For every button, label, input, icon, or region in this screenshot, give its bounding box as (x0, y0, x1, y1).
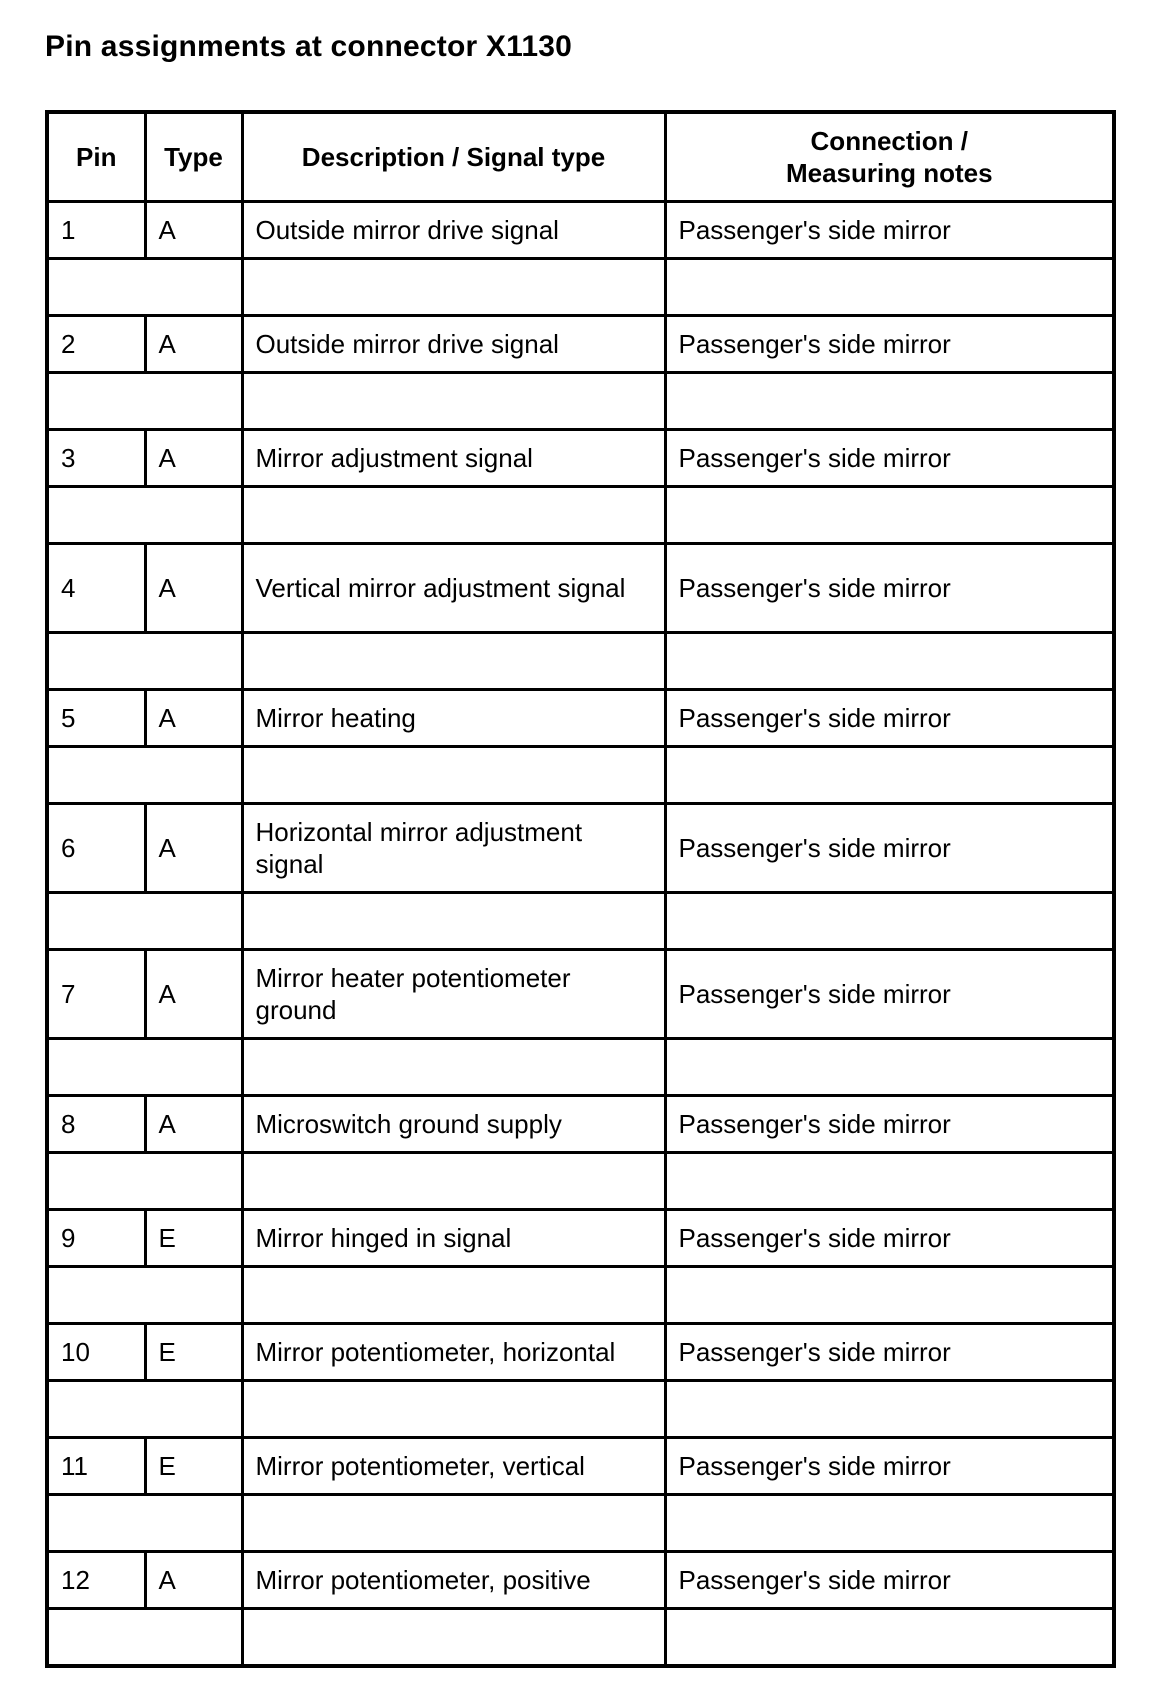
description-cell: Outside mirror drive signal (242, 316, 665, 373)
spacer-cell (47, 747, 242, 804)
description-cell: Mirror heater potentiometer ground (242, 950, 665, 1039)
spacer-row (47, 633, 1114, 690)
spacer-row (47, 1267, 1114, 1324)
spacer-cell (242, 487, 665, 544)
type-cell: E (145, 1324, 242, 1381)
connection-cell: Passenger's side mirror (665, 544, 1114, 633)
table-row (47, 202, 1114, 259)
spacer-row (47, 1381, 1114, 1438)
spacer-cell (47, 1495, 242, 1552)
pin-cell: 7 (47, 950, 145, 1039)
spacer-row (47, 259, 1114, 316)
spacer-cell (47, 487, 242, 544)
type-cell: A (145, 804, 242, 893)
pin-cell: 10 (47, 1324, 145, 1381)
pin-cell: 4 (47, 544, 145, 633)
pin-cell: 2 (47, 316, 145, 373)
table-header-row (47, 112, 1114, 202)
spacer-cell (242, 1609, 665, 1667)
type-cell: A (145, 1096, 242, 1153)
description-cell: Mirror hinged in signal (242, 1210, 665, 1267)
table-row (47, 1096, 1114, 1153)
spacer-cell (242, 1153, 665, 1210)
spacer-cell (47, 893, 242, 950)
header-description: Description / Signal type (242, 112, 665, 202)
pin-cell: 9 (47, 1210, 145, 1267)
connection-cell: Passenger's side mirror (665, 202, 1114, 259)
spacer-row (47, 1153, 1114, 1210)
type-cell: E (145, 1210, 242, 1267)
connection-cell: Passenger's side mirror (665, 804, 1114, 893)
spacer-cell (242, 1495, 665, 1552)
pin-cell: 5 (47, 690, 145, 747)
description-cell: Microswitch ground supply (242, 1096, 665, 1153)
spacer-cell (47, 633, 242, 690)
description-cell: Outside mirror drive signal (242, 202, 665, 259)
table-row (47, 804, 1114, 893)
connection-cell: Passenger's side mirror (665, 950, 1114, 1039)
spacer-cell (242, 1381, 665, 1438)
spacer-cell (47, 1039, 242, 1096)
description-cell: Mirror potentiometer, positive (242, 1552, 665, 1609)
table-row (47, 544, 1114, 633)
type-cell: A (145, 202, 242, 259)
header-pin: Pin (47, 112, 145, 202)
spacer-cell (47, 1153, 242, 1210)
spacer-row (47, 373, 1114, 430)
spacer-cell (665, 1495, 1114, 1552)
pin-cell: 6 (47, 804, 145, 893)
pin-assignment-table (45, 110, 1116, 1668)
spacer-cell (242, 373, 665, 430)
connection-cell: Passenger's side mirror (665, 1324, 1114, 1381)
table-row (47, 430, 1114, 487)
type-cell: E (145, 1438, 242, 1495)
spacer-row (47, 747, 1114, 804)
spacer-cell (665, 893, 1114, 950)
type-cell: A (145, 690, 242, 747)
spacer-row (47, 1495, 1114, 1552)
table-body (47, 202, 1114, 1667)
spacer-cell (665, 487, 1114, 544)
header-type: Type (145, 112, 242, 202)
spacer-row (47, 893, 1114, 950)
spacer-cell (665, 1267, 1114, 1324)
table-row (47, 316, 1114, 373)
type-cell: A (145, 950, 242, 1039)
spacer-cell (47, 1381, 242, 1438)
pin-cell: 12 (47, 1552, 145, 1609)
spacer-cell (665, 373, 1114, 430)
connection-cell: Passenger's side mirror (665, 430, 1114, 487)
spacer-cell (47, 1267, 242, 1324)
connection-cell: Passenger's side mirror (665, 1438, 1114, 1495)
spacer-cell (47, 1609, 242, 1667)
connection-cell: Passenger's side mirror (665, 1096, 1114, 1153)
type-cell: A (145, 430, 242, 487)
pin-cell: 11 (47, 1438, 145, 1495)
table-row (47, 1210, 1114, 1267)
description-cell: Horizontal mirror adjustment signal (242, 804, 665, 893)
table-row (47, 1438, 1114, 1495)
connection-cell: Passenger's side mirror (665, 690, 1114, 747)
table-row (47, 950, 1114, 1039)
spacer-cell (242, 747, 665, 804)
table-row (47, 690, 1114, 747)
page-title: Pin assignments at connector X1130 (45, 30, 572, 63)
connection-cell: Passenger's side mirror (665, 1552, 1114, 1609)
spacer-row (47, 1609, 1114, 1667)
spacer-cell (665, 1153, 1114, 1210)
type-cell: A (145, 316, 242, 373)
pin-cell: 8 (47, 1096, 145, 1153)
header-connection (665, 112, 1114, 202)
type-cell: A (145, 1552, 242, 1609)
description-cell: Mirror potentiometer, vertical (242, 1438, 665, 1495)
description-cell: Mirror heating (242, 690, 665, 747)
spacer-cell (242, 893, 665, 950)
spacer-cell (665, 259, 1114, 316)
connection-cell: Passenger's side mirror (665, 316, 1114, 373)
spacer-cell (665, 747, 1114, 804)
spacer-cell (242, 259, 665, 316)
spacer-cell (47, 259, 242, 316)
spacer-cell (47, 373, 242, 430)
pin-cell: 3 (47, 430, 145, 487)
spacer-cell (665, 1039, 1114, 1096)
table-row (47, 1552, 1114, 1609)
table-row (47, 1324, 1114, 1381)
header-connection-line2: Measuring notes (785, 158, 993, 188)
header-connection-line1: Connection / (810, 126, 968, 156)
spacer-row (47, 1039, 1114, 1096)
spacer-row (47, 487, 1114, 544)
connection-cell: Passenger's side mirror (665, 1210, 1114, 1267)
type-cell: A (145, 544, 242, 633)
description-cell: Mirror potentiometer, horizontal (242, 1324, 665, 1381)
spacer-cell (242, 1039, 665, 1096)
spacer-cell (665, 633, 1114, 690)
spacer-cell (242, 633, 665, 690)
spacer-cell (242, 1267, 665, 1324)
spacer-cell (665, 1609, 1114, 1667)
spacer-cell (665, 1381, 1114, 1438)
description-cell: Mirror adjustment signal (242, 430, 665, 487)
description-cell: Vertical mirror adjustment signal (242, 544, 665, 633)
pin-cell: 1 (47, 202, 145, 259)
